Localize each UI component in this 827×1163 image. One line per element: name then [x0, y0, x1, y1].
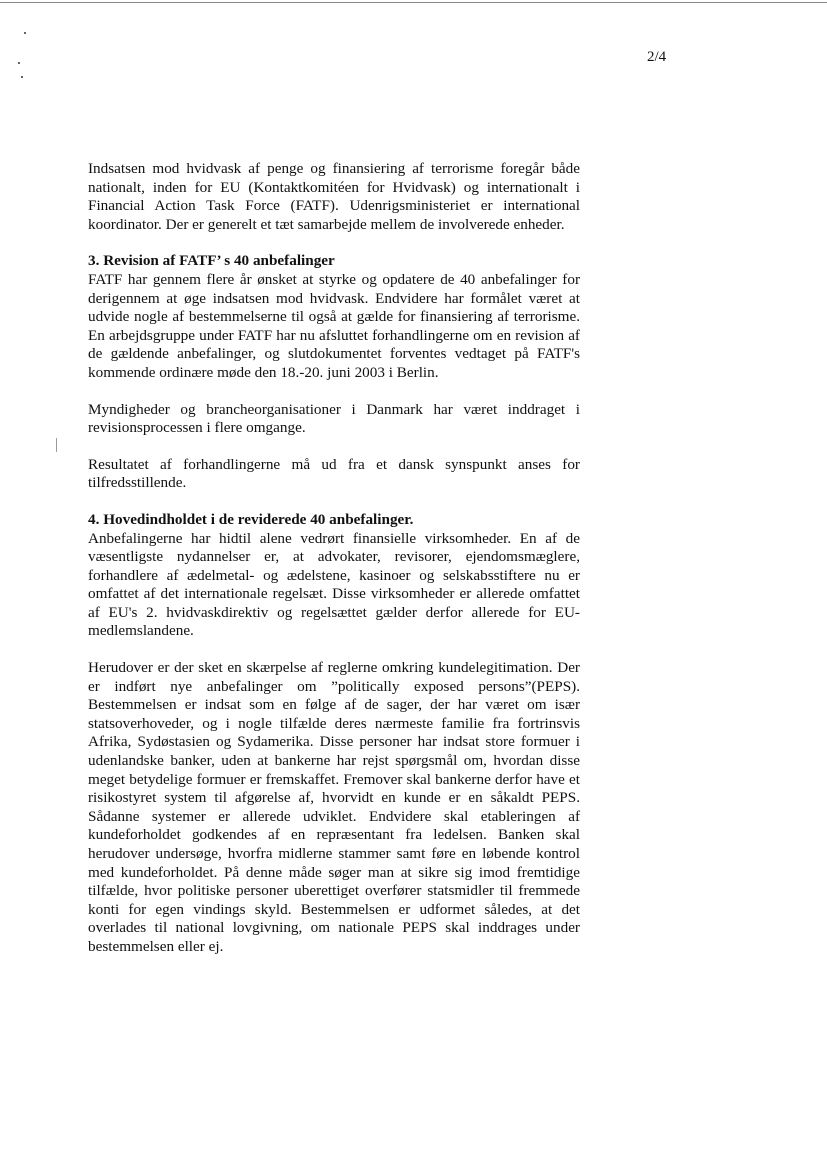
scan-speck [56, 438, 57, 452]
section-3-paragraph-3: Resultatet af forhandlingerne må ud fra et dansk synspunkt anses for tilfredsstillende. [88, 455, 580, 492]
scan-speck [24, 32, 26, 34]
scan-speck [21, 76, 23, 78]
intro-paragraph: Indsatsen mod hvidvask af penge og finansiering af terrorisme foregår både nationalt, inden for EU (Kontaktkomitéen for Hvidvask) og internationalt i Financial Action Task Force (FATF). Udenrigsministeriet er international koordinator. Der er generelt et tæt samarbejde mellem de involverede enheder. [88, 160, 580, 233]
section-4-heading: 4. Hovedindholdet i de reviderede 40 anbefalinger. [88, 510, 414, 528]
section-4-paragraph-2: Herudover er der sket en skærpelse af reglerne omkring kundelegitimation. Der er indført nye anbefalinger om ”politically exposed persons”(PEPS). Bestemmelsen er indsat som en følge af de sager, der har været om især statsoverhoveder, og i nogle tilfælde deres nærmeste familie fra fortrinsvis Afrika, Sydøstasien og Sydamerika. Disse personer har indsat store formuer i udenlandske banker, uden at bankerne har rejst spørgsmål om, hvordan disse meget betydelige formuer er fremskaffet. Fremover skal bankerne derfor have et risikostyret system til afgørelse af, hvorvidt en kunde er en såkaldt PEPS. Sådanne systemer er allerede udviklet. Endvidere skal etableringen af kundeforholdet godkendes af en repræsentant fra ledelsen. Banken skal herudover undersøge, hvorfra midlerne stammer samt føre en løbende kontrol med kundeforholdet. På denne måde søger man at sikre sig imod fremtidige tilfælde, hvor politiske personer uberettiget overfører statsmidler til fremmede konti for egen vindings skyld. Bestemmelsen er udformet således, at det overlades til national lovgivning, om nationale PEPS skal inddrages under bestemmelsen eller ej. [88, 659, 580, 955]
scan-speck [18, 62, 20, 64]
section-3-paragraph-2: Myndigheder og brancheorganisationer i Danmark har været inddraget i revisionsprocessen i flere omgange. [88, 400, 580, 437]
document-body [88, 160, 580, 975]
section-4-paragraph-1: Anbefalingerne har hidtil alene vedrørt finansielle virksomheder. En af de væsentligste nydannelser er, at advokater, revisorer, ejendomsmæglere, forhandlere af ædelmetal- og ædelstene, kasinoer og selskabsstiftere nu er omfattet af det internationale regelsæt. Disse virksomheder er allerede omfattet af EU's 2. hvidvaskdirektiv og regelsættet gælder derfor allerede for EU-medlemslandene. [88, 529, 580, 640]
page-number: 2/4 [647, 49, 667, 65]
section-3-heading: 3. Revision af FATF’ s 40 anbefalinger [88, 252, 335, 270]
section-3-paragraph-1: FATF har gennem flere år ønsket at styrke og opdatere de 40 anbefalinger for derigennem at øge indsatsen mod hvidvask. Endvidere har formålet været at udvide nogle af bestemmelserne til også at gælde for finansiering af terrorisme. En arbejdsgruppe under FATF har nu afsluttet forhandlingerne om en revision af de gældende anbefalinger, og slutdokumentet forventes vedtaget på FATF's kommende ordinære møde den 18.-20. juni 2003 i Berlin. [88, 270, 580, 381]
scan-top-edge [0, 2, 827, 3]
